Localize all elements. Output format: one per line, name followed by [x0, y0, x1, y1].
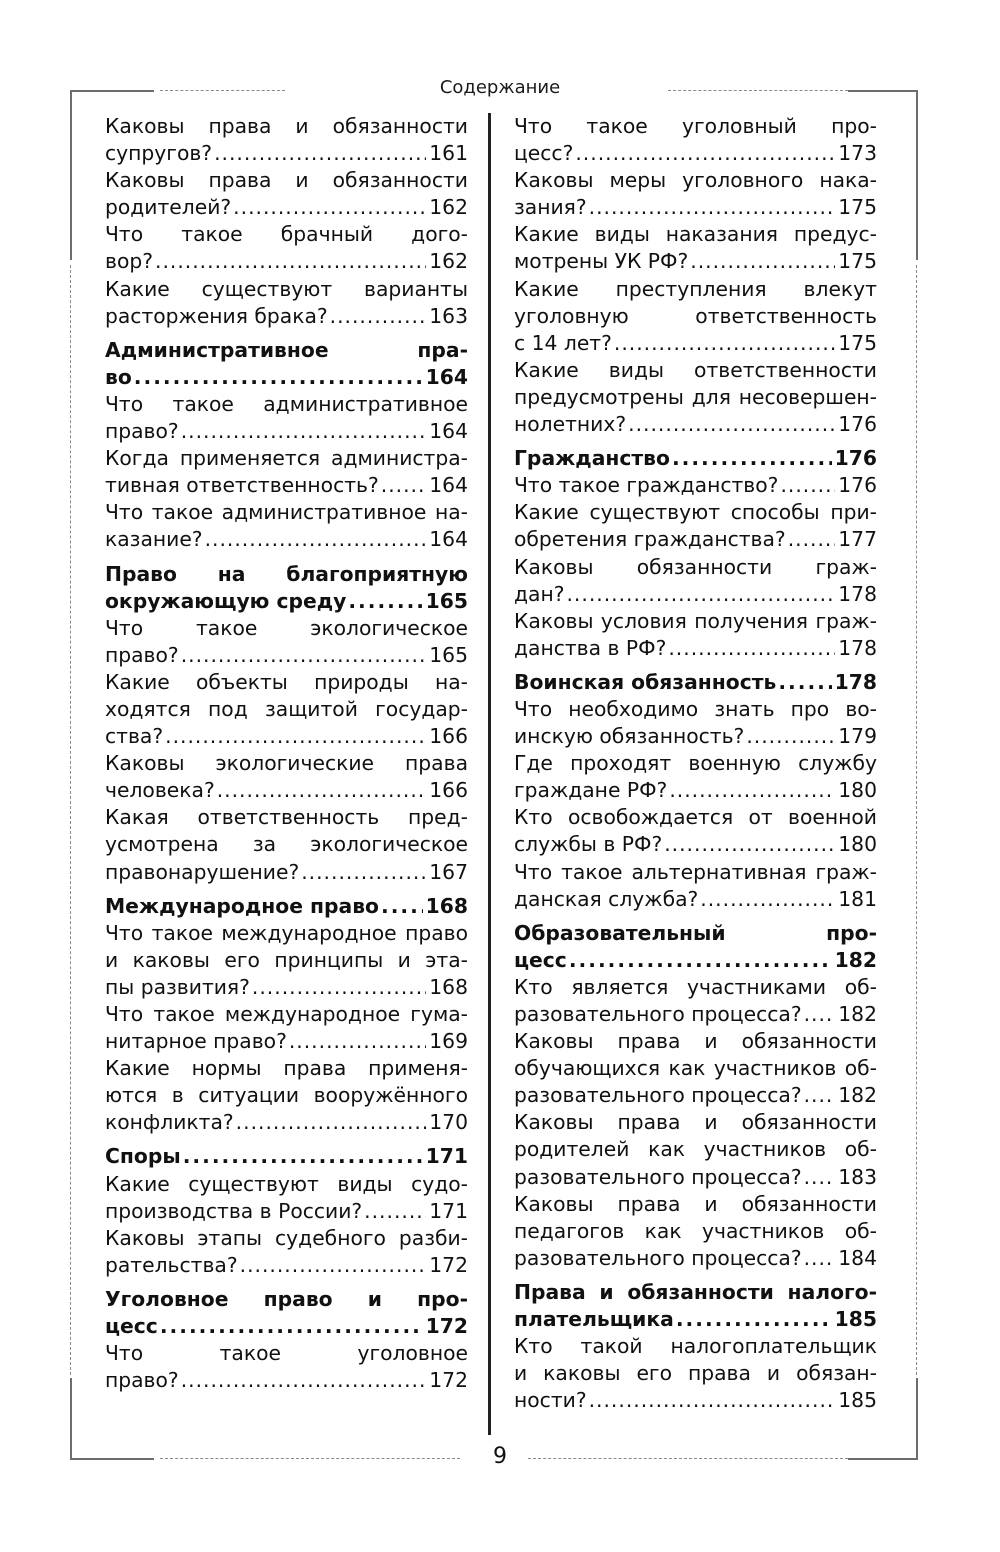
toc-section — [105, 1286, 468, 1340]
toc-entry-last-line — [105, 1367, 468, 1394]
toc-entry-text: разовательного процесса? — [514, 1245, 802, 1270]
toc-section — [514, 1279, 877, 1333]
page-header-title: Содержание — [439, 77, 561, 98]
toc-entry-last-line — [514, 831, 877, 858]
toc-entry-text: нитарное право? — [105, 1029, 287, 1054]
toc-page-number: 179 — [838, 724, 877, 749]
toc-page-number: 176 — [834, 446, 877, 471]
toc-entry — [105, 750, 468, 804]
leader-dots — [780, 472, 835, 499]
leader-dots — [788, 526, 836, 553]
toc-page-number: 175 — [838, 249, 877, 274]
toc-entry-last-line — [105, 1143, 468, 1170]
toc-page-number: 184 — [838, 1245, 877, 1270]
toc-entry — [514, 221, 877, 275]
toc-entry-text: право? — [105, 419, 179, 444]
toc-entry-line: Какие виды ответственности — [514, 357, 877, 382]
toc-entry-line: Права и обязанности налого- — [514, 1279, 877, 1304]
toc-entry-last-line — [105, 1313, 468, 1340]
leader-dots — [165, 723, 426, 750]
toc-entry-line: Административное пра- — [105, 337, 468, 362]
toc-page-number: 178 — [838, 581, 877, 606]
toc-section — [105, 337, 468, 391]
toc-entry — [514, 859, 877, 913]
toc-entry-last-line — [514, 140, 877, 167]
toc-entry-text: ности? — [514, 1388, 587, 1413]
leader-dots — [566, 581, 835, 608]
toc-entry — [105, 445, 468, 499]
toc-section — [105, 1143, 468, 1170]
toc-entry-text: рательства? — [105, 1252, 238, 1277]
toc-page-number: 176 — [838, 412, 877, 437]
toc-entry — [105, 499, 468, 553]
leader-dots — [233, 194, 426, 221]
toc-page-number: 165 — [425, 588, 468, 613]
toc-page-number: 166 — [429, 778, 468, 803]
toc-entry-text: службы в РФ? — [514, 832, 663, 857]
toc-entry-text: с 14 лет? — [514, 330, 612, 355]
toc-entry-last-line — [514, 669, 877, 696]
toc-entry-last-line — [105, 364, 468, 391]
toc-entry-last-line — [105, 777, 468, 804]
toc-entry-line: Что такое брачный дого- — [105, 222, 468, 247]
toc-page-number: 164 — [425, 364, 468, 389]
toc-entry-line: Кто такой налогоплательщик — [514, 1334, 877, 1359]
toc-entry-last-line — [514, 1082, 877, 1109]
toc-entry — [105, 804, 468, 885]
toc-entry-text: правонарушение? — [105, 859, 300, 884]
toc-entry-last-line — [105, 1109, 468, 1136]
frame-bottom-dash-left — [160, 1458, 460, 1459]
leader-dots — [289, 1028, 426, 1055]
toc-page-number: 171 — [429, 1198, 468, 1223]
toc-entry-last-line — [105, 642, 468, 669]
toc-entry-last-line — [514, 723, 877, 750]
toc-entry-line: Что необходимо знать про во- — [514, 696, 877, 721]
toc-entry-last-line — [105, 303, 468, 330]
toc-page-number: 172 — [429, 1368, 468, 1393]
leader-dots — [569, 947, 832, 974]
toc-entry-line: Что такое международное право — [105, 920, 468, 945]
toc-entry-text: Споры — [105, 1144, 181, 1169]
toc-entry — [105, 276, 468, 330]
toc-page-number: 163 — [429, 303, 468, 328]
toc-entry-text: Международное право — [105, 893, 379, 918]
toc-entry-line: родителей как участников об- — [514, 1137, 877, 1162]
toc-entry-line: Каковы этапы судебного разби- — [105, 1225, 468, 1250]
toc-entry-line: педагогов как участников об- — [514, 1218, 877, 1243]
leader-dots — [804, 1082, 836, 1109]
toc-section — [514, 920, 877, 974]
toc-entry — [514, 472, 877, 499]
toc-entry-text: зания? — [514, 195, 587, 220]
toc-entry-last-line — [105, 194, 468, 221]
leader-dots — [155, 248, 426, 275]
toc-entry-text: разовательного процесса? — [514, 1002, 802, 1026]
toc-entry — [105, 920, 468, 1001]
toc-entry-last-line — [105, 418, 468, 445]
toc-entry-last-line — [105, 248, 468, 275]
toc-entry-line: Каковы обязанности граж- — [514, 554, 877, 579]
toc-entry — [514, 499, 877, 553]
toc-entry-line: Каковы права и обязанности — [514, 1029, 877, 1054]
toc-entry-line: Какие преступления влекут — [514, 276, 877, 301]
toc-entry — [105, 1225, 468, 1279]
toc-page-number: 185 — [834, 1307, 877, 1332]
toc-entry-last-line — [514, 947, 877, 974]
toc-entry-last-line — [514, 886, 877, 913]
toc-entry-line: Уголовное право и про- — [105, 1286, 468, 1311]
toc-page-number: 162 — [429, 249, 468, 274]
toc-entry-text: разовательного процесса? — [514, 1164, 802, 1189]
toc-right-column — [514, 113, 877, 1414]
leader-dots — [381, 472, 427, 499]
toc-entry-text: данская служба? — [514, 886, 699, 911]
toc-entry-text: казание? — [105, 527, 203, 552]
toc-entry — [105, 1340, 468, 1394]
toc-entry-line: Образовательный про- — [514, 920, 877, 945]
leader-dots — [348, 588, 422, 615]
toc-section — [105, 561, 468, 615]
leader-dots — [301, 859, 426, 886]
toc-entry-text: ства? — [105, 724, 164, 749]
toc-entry-text: конфликта? — [105, 1110, 234, 1135]
toc-entry-line: Что такое уголовное — [105, 1341, 468, 1366]
leader-dots — [252, 974, 426, 1001]
toc-entry-text: расторжения брака? — [105, 303, 328, 328]
leader-dots — [364, 1198, 426, 1225]
leader-dots — [628, 411, 835, 438]
toc-entry-last-line — [105, 893, 468, 920]
frame-right-bottom — [916, 1378, 918, 1460]
leader-dots — [690, 248, 835, 275]
leader-dots — [669, 777, 835, 804]
toc-entry-line: Какие нормы права применя- — [105, 1056, 468, 1081]
toc-entry — [514, 1028, 877, 1109]
toc-page-number: 185 — [838, 1388, 877, 1413]
toc-page-number: 173 — [838, 141, 877, 166]
toc-entry-line: Какая ответственность пред- — [105, 805, 468, 830]
toc-page-number: 172 — [425, 1314, 468, 1339]
leader-dots — [676, 1306, 832, 1333]
toc-entry-last-line — [105, 526, 468, 553]
leader-dots — [614, 330, 835, 357]
toc-entry-line: Что такое экологическое — [105, 615, 468, 640]
toc-entry-text: вор? — [105, 249, 153, 274]
toc-entry-line: Что такое административное — [105, 391, 468, 416]
toc-entry — [514, 974, 877, 1028]
toc-entry-last-line — [514, 445, 877, 472]
toc-entry-line: Когда применяется администра- — [105, 446, 468, 471]
leader-dots — [575, 140, 835, 167]
toc-entry-line: Какие существуют виды судо- — [105, 1171, 468, 1196]
frame-bottom-dash-right — [528, 1458, 848, 1459]
toc-entry-text: право? — [105, 1368, 179, 1393]
toc-page-number: 178 — [838, 635, 877, 660]
frame-top-dash-left — [160, 90, 285, 91]
toc-entry-line: Что такое альтернативная граж- — [514, 859, 877, 884]
toc-entry-line: Где проходят военную службу — [514, 751, 877, 776]
frame-right-dash — [916, 265, 917, 1375]
leader-dots — [160, 1313, 423, 1340]
toc-section — [514, 669, 877, 696]
frame-top-left — [70, 90, 154, 92]
toc-page-number: 183 — [838, 1164, 877, 1189]
toc-entry-line: Что такое административное на- — [105, 500, 468, 525]
toc-entry-text: супругов? — [105, 141, 213, 166]
toc-entry-line: ются в ситуации вооружённого — [105, 1083, 468, 1108]
toc-entry-last-line — [105, 588, 468, 615]
toc-entry-last-line — [514, 1387, 877, 1414]
frame-right-top — [916, 90, 918, 260]
toc-entry-last-line — [514, 777, 877, 804]
leader-dots — [804, 1245, 836, 1272]
toc-entry-last-line — [514, 194, 877, 221]
toc-entry-text: окружающую среду — [105, 588, 347, 613]
toc-entry-text: разовательного процесса? — [514, 1083, 802, 1108]
toc-entry-line: и каковы его права и обязан- — [514, 1361, 877, 1386]
toc-entry-line: Какие существуют варианты — [105, 276, 468, 301]
leader-dots — [668, 635, 835, 662]
toc-entry-text: во — [105, 364, 132, 389]
leader-dots — [181, 1367, 427, 1394]
leader-dots — [664, 831, 835, 858]
toc-entry-line: Каковы экологические права — [105, 751, 468, 776]
toc-entry-text: цесс — [105, 1314, 158, 1339]
toc-entry-line: Какие объекты природы на- — [105, 669, 468, 694]
toc-entry-text: мотрены УК РФ? — [514, 249, 689, 274]
toc-section — [105, 893, 468, 920]
toc-entry-line: Кто освобождается от военной — [514, 805, 877, 830]
toc-entry-text: цесс — [514, 947, 567, 972]
toc-entry-line: предусмотрены для несовершен- — [514, 384, 877, 409]
toc-entry-last-line — [105, 859, 468, 886]
toc-page-number: 169 — [429, 1029, 468, 1054]
toc-page-number: 165 — [429, 642, 468, 667]
leader-dots — [134, 364, 423, 391]
toc-entry-text: Гражданство — [514, 446, 670, 471]
toc-entry-last-line — [105, 1252, 468, 1279]
toc-entry-text: родителей? — [105, 195, 232, 220]
toc-page-number: 182 — [838, 1083, 877, 1108]
leader-dots — [381, 893, 423, 920]
toc-page-number: 170 — [429, 1110, 468, 1135]
toc-entry — [514, 804, 877, 858]
toc-entry-line: уголовную ответственность — [514, 303, 877, 328]
toc-section — [514, 445, 877, 472]
toc-page-number: 177 — [838, 527, 877, 552]
toc-entry — [105, 113, 468, 167]
toc-entry-last-line — [105, 140, 468, 167]
frame-left-bottom — [70, 1378, 72, 1460]
toc-entry-last-line — [514, 472, 877, 499]
toc-entry-text: обретения гражданства? — [514, 527, 786, 552]
toc-page-number: 176 — [838, 473, 877, 498]
frame-top-dash-right — [668, 90, 848, 91]
toc-entry-last-line — [514, 526, 877, 553]
leader-dots — [778, 669, 831, 696]
toc-entry — [514, 1191, 877, 1272]
leader-dots — [804, 1164, 836, 1191]
toc-page-number: 180 — [838, 778, 877, 803]
leader-dots — [205, 526, 427, 553]
toc-entry — [105, 669, 468, 750]
toc-entry-last-line — [105, 472, 468, 499]
toc-entry-last-line — [105, 1028, 468, 1055]
leader-dots — [181, 642, 427, 669]
toc-page-number: 164 — [429, 473, 468, 498]
toc-entry-last-line — [514, 1245, 877, 1272]
toc-entry-text: право? — [105, 642, 179, 667]
frame-top-right — [848, 90, 918, 92]
leader-dots — [589, 1387, 836, 1414]
toc-entry-text: человека? — [105, 778, 215, 803]
toc-entry-line: усмотрена за экологическое — [105, 832, 468, 857]
toc-page-number: 162 — [429, 195, 468, 220]
toc-page-number: 172 — [429, 1252, 468, 1277]
toc-entry-last-line — [514, 248, 877, 275]
toc-page-number: 167 — [429, 859, 468, 884]
toc-entry — [514, 750, 877, 804]
frame-bottom-left — [70, 1458, 154, 1460]
leader-dots — [746, 723, 835, 750]
toc-entry-line: ходятся под защитой государ- — [105, 696, 468, 721]
toc-entry-last-line — [514, 581, 877, 608]
toc-entry-last-line — [514, 411, 877, 438]
toc-page-number: 178 — [834, 669, 877, 694]
toc-entry-last-line — [105, 974, 468, 1001]
toc-entry-last-line — [514, 1306, 877, 1333]
leader-dots — [236, 1109, 427, 1136]
toc-entry-text: дан? — [514, 581, 565, 606]
toc-page-number: 181 — [838, 886, 877, 911]
toc-entry — [105, 615, 468, 669]
toc-entry — [105, 391, 468, 445]
toc-entry — [105, 167, 468, 221]
toc-entry — [514, 554, 877, 608]
toc-entry — [514, 167, 877, 221]
toc-page-number: 180 — [838, 832, 877, 857]
toc-entry-line: Какие виды наказания предус- — [514, 222, 877, 247]
toc-page-number: 182 — [834, 947, 877, 972]
toc-entry-last-line — [105, 1198, 468, 1225]
toc-entry — [105, 1171, 468, 1225]
toc-entry — [514, 113, 877, 167]
toc-page-number: 168 — [425, 893, 468, 918]
leader-dots — [804, 1001, 836, 1028]
toc-entry-line: Каковы права и обязанности — [514, 1110, 877, 1135]
frame-left-top — [70, 90, 72, 260]
toc-page-number: 164 — [429, 419, 468, 444]
leader-dots — [589, 194, 836, 221]
toc-entry — [514, 696, 877, 750]
toc-entry — [105, 221, 468, 275]
leader-dots — [672, 445, 832, 472]
toc-page-number: 164 — [429, 527, 468, 552]
toc-page-number: 168 — [429, 974, 468, 999]
toc-entry-line: Что такое уголовный про- — [514, 114, 877, 138]
toc-page-number: 182 — [838, 1002, 877, 1026]
toc-entry-text: производства в России? — [105, 1198, 363, 1223]
toc-entry-last-line — [514, 330, 877, 357]
toc-entry-line: Каковы условия получения граж- — [514, 608, 877, 633]
toc-entry-line: Каковы права и обязанности — [514, 1191, 877, 1216]
toc-entry-text: Что такое гражданство? — [514, 473, 779, 498]
toc-entry-text: граждане РФ? — [514, 778, 668, 803]
toc-entry — [514, 1333, 877, 1414]
toc-entry-text: плательщика — [514, 1307, 674, 1332]
leader-dots — [214, 140, 426, 167]
toc-entry — [514, 357, 877, 438]
toc-entry — [514, 1109, 877, 1190]
toc-entry-line: Что такое международное гума- — [105, 1002, 468, 1026]
toc-entry-line: и каковы его принципы и эта- — [105, 947, 468, 972]
toc-entry — [514, 276, 877, 357]
toc-entry — [514, 608, 877, 662]
toc-entry-line: Какие существуют способы при- — [514, 500, 877, 525]
toc-entry-line: Каковы права и обязанности — [105, 114, 468, 138]
leader-dots — [217, 777, 427, 804]
toc-entry-line: Кто является участниками об- — [514, 974, 877, 999]
toc-entry-last-line — [514, 1001, 877, 1028]
toc-entry-text: пы развития? — [105, 974, 250, 999]
toc-entry-line: Право на благоприятную — [105, 561, 468, 586]
leader-dots — [240, 1252, 427, 1279]
toc-entry-text: данства в РФ? — [514, 635, 667, 660]
column-divider — [488, 113, 491, 1435]
toc-entry — [105, 1055, 468, 1136]
toc-page-number: 171 — [425, 1144, 468, 1169]
toc-page-number: 161 — [429, 141, 468, 166]
frame-bottom-right — [848, 1458, 918, 1460]
toc-entry-line: обучающихся как участников об- — [514, 1056, 877, 1081]
toc-page-number: 175 — [838, 195, 877, 220]
toc-entry-text: Воинская обязанность — [514, 669, 777, 694]
leader-dots — [181, 418, 427, 445]
leader-dots — [700, 886, 835, 913]
frame-left-dash — [70, 265, 71, 1375]
toc-entry-text: нолетних? — [514, 412, 627, 437]
leader-dots — [183, 1143, 423, 1170]
toc-page-number: 166 — [429, 724, 468, 749]
toc-entry-line: Каковы меры уголовного нака- — [514, 168, 877, 193]
toc-entry-last-line — [514, 635, 877, 662]
toc-page-number: 175 — [838, 330, 877, 355]
toc-entry — [105, 1001, 468, 1055]
toc-entry-text: инскую обязанность? — [514, 724, 745, 749]
toc-entry-line: Каковы права и обязанности — [105, 168, 468, 193]
leader-dots — [330, 303, 427, 330]
toc-entry-last-line — [105, 723, 468, 750]
page-number: 9 — [493, 1444, 507, 1469]
toc-entry-text: тивная ответственность? — [105, 473, 379, 498]
toc-left-column — [105, 113, 468, 1394]
toc-entry-text: цесс? — [514, 141, 574, 166]
toc-entry-last-line — [514, 1164, 877, 1191]
